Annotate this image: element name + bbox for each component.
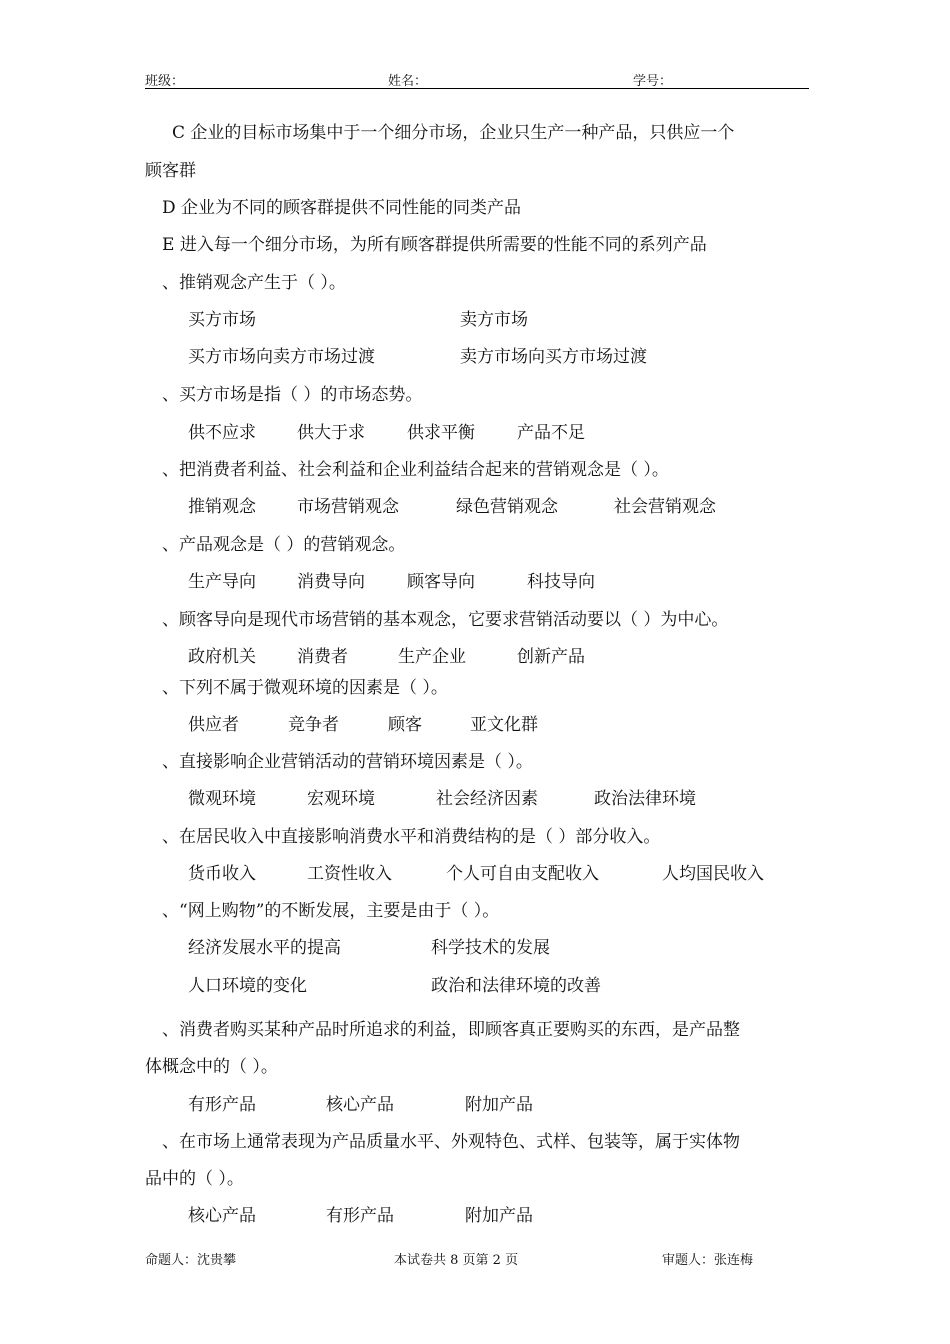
question-stem-continued: 品中的（ ）。 [145, 1169, 244, 1189]
footer-reviewer: 审题人：张连梅 [662, 1253, 754, 1268]
option: 有形产品 [326, 1206, 394, 1226]
prev-option-c-line2: 顾客群 [145, 161, 196, 181]
option: 生产导向 [188, 572, 256, 592]
prev-option-e: E 进入每一个细分市场，为所有顾客群提供所需要的性能不同的系列产品 [162, 235, 707, 255]
name-label: 姓名： [388, 74, 428, 89]
option: 供求平衡 [407, 423, 475, 443]
option: 市场营销观念 [297, 497, 399, 517]
question-stem: 、下列不属于微观环境的因素是（ ）。 [162, 678, 448, 698]
option: 卖方市场向买方市场过渡 [460, 347, 647, 367]
option: 人均国民收入 [662, 864, 764, 884]
question-stem: 、“网上购物”的不断发展，主要是由于（ ）。 [162, 901, 500, 921]
option: 附加产品 [465, 1206, 533, 1226]
option: 附加产品 [465, 1095, 533, 1115]
prev-option-d: D 企业为不同的顾客群提供不同性能的同类产品 [162, 198, 522, 218]
question-stem-continued: 体概念中的（ ）。 [145, 1057, 278, 1077]
option: 核心产品 [326, 1095, 394, 1115]
option: 买方市场 [188, 310, 256, 330]
option: 消费者 [297, 647, 348, 667]
option: 供不应求 [188, 423, 256, 443]
question-stem: 、消费者购买某种产品时所追求的利益，即顾客真正要购买的东西，是产品整 [162, 1020, 740, 1040]
option: 创新产品 [517, 647, 585, 667]
option: 生产企业 [398, 647, 466, 667]
option: 绿色营销观念 [456, 497, 558, 517]
option: 买方市场向卖方市场过渡 [188, 347, 375, 367]
option: 政治法律环境 [594, 789, 696, 809]
class-label: 班级： [145, 74, 185, 89]
option: 社会经济因素 [436, 789, 538, 809]
footer-author: 命题人：沈贵攀 [145, 1253, 237, 1268]
option: 人口环境的变化 [188, 976, 307, 996]
option: 经济发展水平的提高 [188, 938, 341, 958]
option: 核心产品 [188, 1206, 256, 1226]
question-stem: 、直接影响企业营销活动的营销环境因素是（ ）。 [162, 752, 533, 772]
prev-option-c-line1: C 企业的目标市场集中于一个细分市场，企业只生产一种产品，只供应一个 [172, 123, 735, 143]
option: 工资性收入 [307, 864, 392, 884]
question-stem: 、在市场上通常表现为产品质量水平、外观特色、式样、包装等，属于实体物 [162, 1132, 740, 1152]
option: 消费导向 [297, 572, 365, 592]
question-stem: 、推销观念产生于（ ）。 [162, 273, 346, 293]
student-id-label: 学号： [633, 74, 673, 89]
option: 科技导向 [527, 572, 595, 592]
option: 有形产品 [188, 1095, 256, 1115]
option: 微观环境 [188, 789, 256, 809]
option: 亚文化群 [470, 715, 538, 735]
option: 产品不足 [517, 423, 585, 443]
option: 供应者 [188, 715, 239, 735]
option: 政府机关 [188, 647, 256, 667]
option: 科学技术的发展 [431, 938, 550, 958]
question-stem: 、在居民收入中直接影响消费水平和消费结构的是（ ）部分收入。 [162, 827, 661, 847]
question-stem: 、买方市场是指（ ）的市场态势。 [162, 385, 423, 405]
question-stem: 、把消费者利益、社会利益和企业利益结合起来的营销观念是（ ）。 [162, 460, 669, 480]
option: 竞争者 [288, 715, 339, 735]
option: 卖方市场 [460, 310, 528, 330]
option: 个人可自由支配收入 [446, 864, 599, 884]
option: 政治和法律环境的改善 [431, 976, 601, 996]
option: 顾客 [388, 715, 422, 735]
option: 社会营销观念 [614, 497, 716, 517]
option: 供大于求 [297, 423, 365, 443]
option: 货币收入 [188, 864, 256, 884]
question-stem: 、产品观念是（ ）的营销观念。 [162, 535, 406, 555]
option: 宏观环境 [307, 789, 375, 809]
footer-page-info: 本试卷共 8 页第 2 页 [394, 1253, 519, 1268]
option: 推销观念 [188, 497, 256, 517]
header-rule [145, 88, 809, 89]
option: 顾客导向 [407, 572, 475, 592]
question-stem: 、顾客导向是现代市场营销的基本观念，它要求营销活动要以（ ）为中心。 [162, 610, 729, 630]
